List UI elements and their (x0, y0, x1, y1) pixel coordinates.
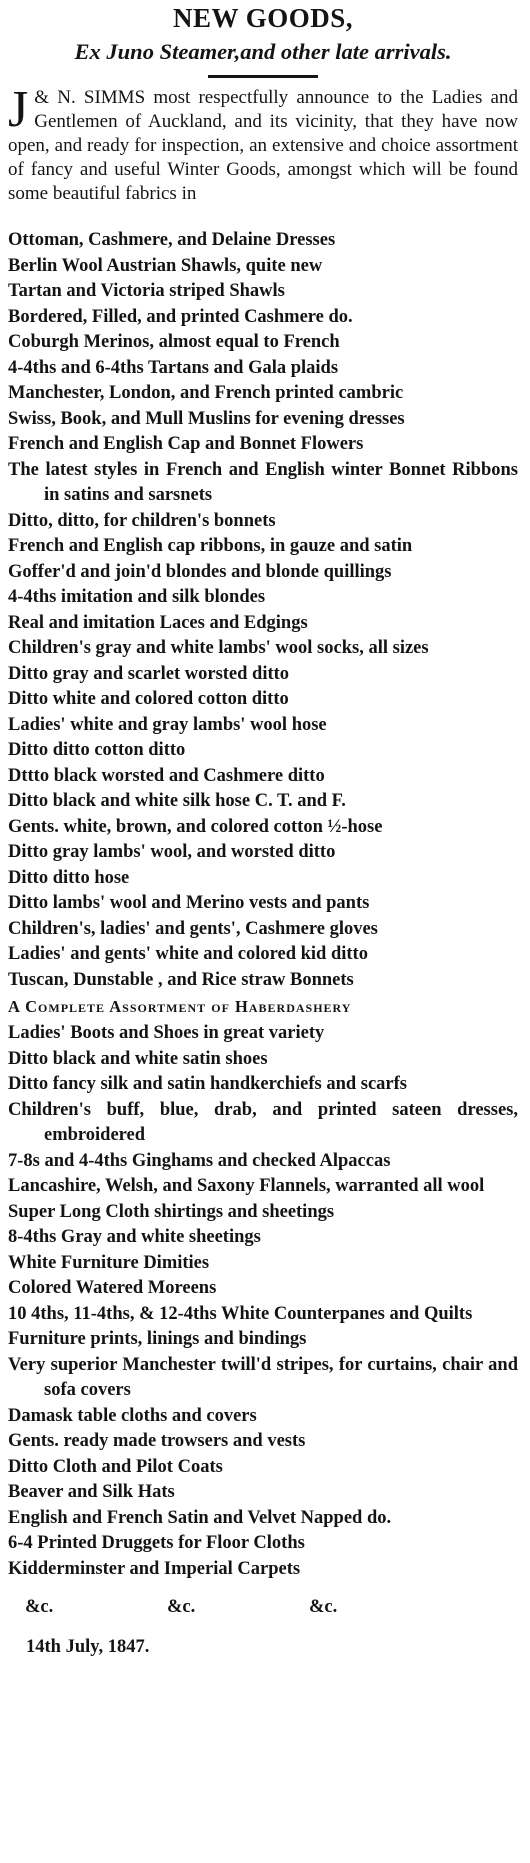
goods-item: Children's gray and white lambs' wool socks, all sizes (8, 638, 429, 658)
goods-item: Super Long Cloth shirtings and sheetings (8, 1201, 335, 1222)
goods-item: Berlin Wool Austrian Shawls, quite new (8, 255, 323, 276)
goods-item: Ladies' white and gray lambs' wool hose (8, 714, 327, 735)
goods-item: 4-4ths imitation and silk blondes (8, 587, 266, 607)
goods-list-part2 (8, 1021, 518, 1582)
goods-list-part1 (8, 228, 518, 993)
goods-item: Lancashire, Welsh, and Saxony Flannels, warranted all wool (8, 1176, 485, 1196)
title-divider (208, 75, 318, 78)
goods-item: Real and imitation Laces and Edgings (8, 612, 308, 633)
goods-item: Ditto gray lambs' wool, and worsted ditto (8, 842, 336, 862)
goods-item: Furniture prints, linings and bindings (8, 1329, 307, 1349)
goods-item: Children's buff, blue, drab, and printed sateen dresses, embroidered (8, 1099, 518, 1145)
goods-item: Ditto fancy silk and satin handkerchiefs and scarfs (8, 1074, 408, 1094)
goods-item: Ottoman, Cashmere, and Delaine Dresses (8, 230, 336, 250)
goods-item: Ditto black and white satin shoes (8, 1048, 268, 1069)
section-heading: A Complete Assortment of Haberdashery (8, 997, 352, 1016)
goods-item: Ditto gray and scarlet worsted ditto (8, 663, 290, 684)
goods-item: Manchester, London, and French printed cambric (8, 383, 404, 403)
goods-item: Goffer'd and join'd blondes and blonde quillings (8, 561, 392, 582)
goods-item: Dttto black worsted and Cashmere ditto (8, 765, 325, 786)
goods-item: Gents. white, brown, and colored cotton ½-hose (8, 816, 383, 837)
goods-item: 8-4ths Gray and white sheetings (8, 1227, 261, 1247)
advert-title: NEW GOODS, (172, 3, 354, 33)
goods-item: 10 4ths, 11-4ths, & 12-4ths White Counterpanes and Quilts (8, 1303, 473, 1324)
goods-item: Beaver and Silk Hats (8, 1482, 175, 1502)
goods-item: Ladies' and gents' white and colored kid ditto (8, 944, 368, 964)
goods-item: Colored Watered Moreens (8, 1278, 217, 1298)
dropcap-letter: J (8, 81, 29, 138)
goods-item: Very superior Manchester twill'd stripes, for curtains, chair and sofa covers (8, 1354, 518, 1400)
advert-subtitle: Ex Juno Steamer,and other late arrivals. (74, 39, 452, 64)
intro-paragraph (8, 81, 518, 206)
advert-date: 14th July, 1847. (26, 1637, 150, 1657)
goods-item: Tuscan, Dunstable , and Rice straw Bonnets (8, 969, 354, 990)
goods-item: French and English cap ribbons, in gauze and satin (8, 536, 413, 556)
etc-mark: &c. (309, 1597, 338, 1617)
goods-item: White Furniture Dimities (8, 1252, 210, 1273)
etc-row (8, 1594, 518, 1620)
goods-item: English and French Satin and Velvet Napped do. (8, 1507, 392, 1528)
etc-mark: &c. (167, 1597, 196, 1617)
goods-item: Bordered, Filled, and printed Cashmere do. (8, 306, 353, 327)
goods-item: Ditto white and colored cotton ditto (8, 689, 289, 709)
goods-item: 6-4 Printed Druggets for Floor Cloths (8, 1533, 305, 1553)
goods-item: Ditto lambs' wool and Merino vests and pants (8, 893, 370, 913)
goods-item: Ditto ditto hose (8, 867, 130, 888)
intro-text: & N. SIMMS most respectfully announce to the Ladies and Gentlemen of Auckland, and its vicinity, that they have now open, and ready for inspection, an extensive and choice assortment of fancy and useful Winter Goods, amongst which will be found some beautiful fabrics in (8, 87, 518, 204)
goods-item: Kidderminster and Imperial Carpets (8, 1558, 301, 1579)
goods-item: The latest styles in French and English winter Bonnet Ribbons in satins and sarsnets (8, 459, 518, 505)
advertisement (8, 0, 518, 1660)
goods-item: French and English Cap and Bonnet Flowers (8, 434, 364, 454)
goods-item: Tartan and Victoria striped Shawls (8, 281, 285, 301)
goods-item: Damask table cloths and covers (8, 1405, 257, 1426)
goods-item: Ladies' Boots and Shoes in great variety (8, 1023, 325, 1043)
goods-item: Ditto black and white silk hose C. T. and F. (8, 791, 346, 811)
goods-item: Ditto Cloth and Pilot Coats (8, 1456, 223, 1477)
goods-item: Swiss, Book, and Mull Muslins for evening dresses (8, 408, 405, 429)
goods-item: 7-8s and 4-4ths Ginghams and checked Alpaccas (8, 1150, 391, 1171)
goods-item: Ditto ditto cotton ditto (8, 740, 186, 760)
etc-mark: &c. (25, 1597, 54, 1617)
goods-item: Children's, ladies' and gents', Cashmere gloves (8, 918, 378, 939)
goods-item: Gents. ready made trowsers and vests (8, 1431, 306, 1451)
goods-item: Ditto, ditto, for children's bonnets (8, 510, 276, 531)
goods-item: Coburgh Merinos, almost equal to French (8, 332, 340, 352)
goods-item: 4-4ths and 6-4ths Tartans and Gala plaids (8, 357, 339, 378)
